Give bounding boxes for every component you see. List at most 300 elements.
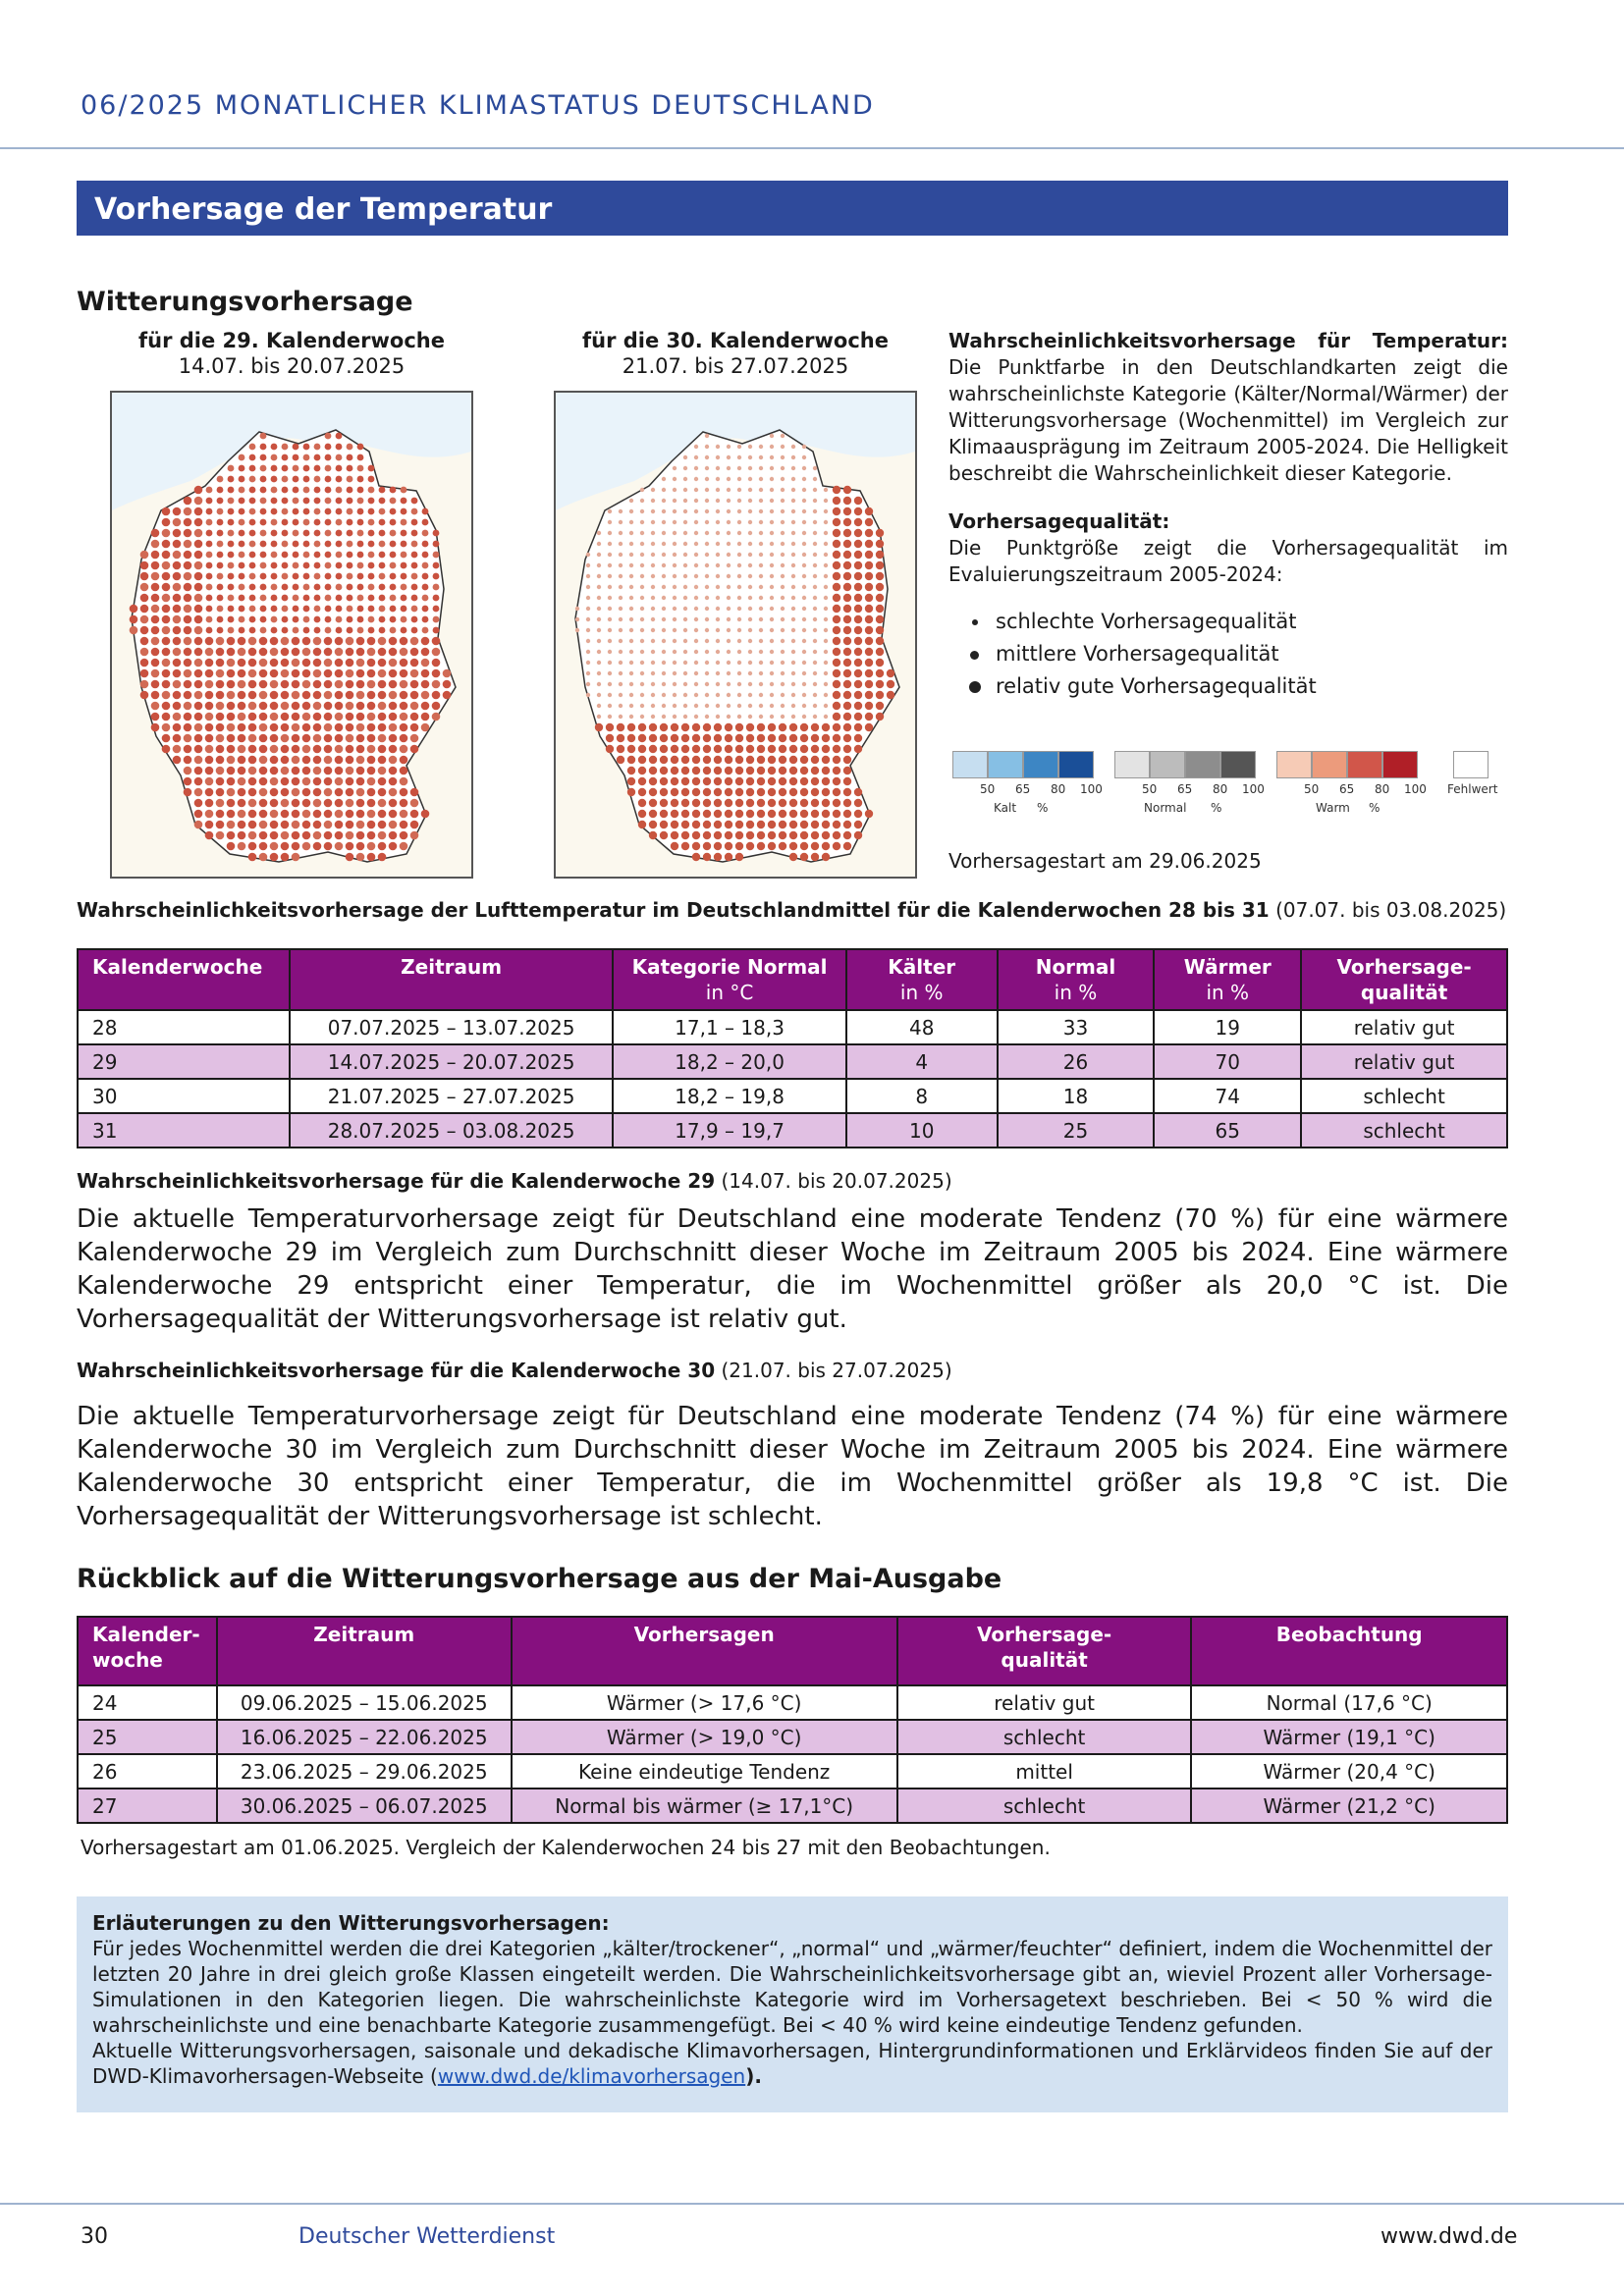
map-dot [400, 767, 408, 775]
map-dot [346, 637, 354, 646]
map-dot [833, 669, 840, 677]
map-dot [759, 596, 763, 600]
map-dot [184, 615, 192, 624]
map-dot [162, 605, 171, 614]
map-dot [367, 777, 376, 786]
map-dot [368, 530, 375, 537]
map-dot [248, 637, 257, 646]
map-dot [248, 745, 257, 754]
map-dot [130, 605, 138, 614]
map-dot [390, 606, 397, 613]
map-dot [770, 607, 774, 611]
map-dot [727, 661, 731, 665]
map-dot [865, 810, 873, 818]
map-dot [714, 756, 722, 764]
map-dot [781, 509, 785, 513]
map-dot [162, 594, 171, 603]
map-dot [314, 573, 321, 580]
map-dot [421, 691, 430, 700]
map-dot [303, 465, 310, 472]
map-dot [694, 531, 698, 535]
map-dot [735, 734, 743, 742]
map-dot [651, 542, 655, 546]
map-dot [737, 499, 741, 503]
map-dot [422, 584, 429, 591]
map-dot [833, 507, 840, 515]
table-row: 24 09.06.2025 – 15.06.2025 Wärmer (> 17,6 °C) relativ gut Normal (17,6 °C) [78, 1685, 1507, 1720]
map-dot [422, 552, 429, 559]
map-dot [336, 573, 343, 580]
col-header: Kategorie Normal in °C [613, 949, 846, 1010]
map-dot [854, 551, 862, 559]
map-dot [759, 531, 763, 535]
map-dot [194, 637, 203, 646]
map-dot [292, 853, 300, 862]
map-dot [389, 767, 398, 775]
map-dot [843, 767, 851, 774]
map-dot [324, 777, 333, 786]
map-dot [238, 745, 246, 754]
map-dot [694, 542, 698, 546]
map-dot [194, 756, 203, 765]
map-dot [824, 682, 828, 686]
map-dot [292, 842, 300, 851]
map-dot [757, 767, 765, 774]
map-dot [325, 573, 332, 580]
map-dot [586, 693, 590, 697]
map-dot [640, 639, 644, 643]
map-dot [843, 713, 851, 721]
map-dot [206, 487, 213, 494]
map-dot [727, 617, 731, 621]
map-dot [854, 594, 862, 602]
map-dot [292, 734, 300, 743]
map-dot [260, 616, 267, 623]
map-dot [683, 466, 687, 470]
map-dot [378, 853, 387, 862]
map-dot [293, 487, 299, 494]
map-dot [813, 661, 817, 665]
map-dot [716, 466, 720, 470]
map-dot [692, 810, 700, 818]
map-dot [876, 529, 884, 537]
map-dot [575, 617, 579, 621]
map-dot [770, 596, 774, 600]
map-dot [791, 477, 795, 481]
map-dot [660, 723, 668, 731]
map-dot [735, 821, 743, 828]
map-dot [259, 734, 268, 743]
map-dot [205, 756, 214, 765]
map-dot [824, 563, 828, 567]
map-dot [433, 595, 440, 602]
map-dot [259, 669, 268, 678]
map-dot [714, 831, 722, 839]
map-dot [843, 486, 851, 494]
map-dot [293, 454, 299, 461]
map-dot [238, 788, 246, 797]
map-dot [151, 561, 160, 570]
map-dot [410, 745, 419, 754]
map-dot [629, 682, 633, 686]
map-dot [854, 529, 862, 537]
map-dot [748, 509, 752, 513]
map-dot [673, 574, 677, 578]
map-dot [173, 529, 182, 538]
map-dot [651, 499, 655, 503]
map-dot [791, 509, 795, 513]
map-dot [314, 519, 321, 526]
map-dot [671, 821, 678, 828]
map-dot [400, 821, 408, 829]
map-dot [683, 704, 687, 708]
map-dot [378, 648, 387, 657]
map-dot [378, 702, 387, 711]
map-dot [770, 553, 774, 557]
map-dot [140, 594, 149, 603]
map-dot [854, 540, 862, 548]
map-dot [162, 659, 171, 667]
map-dot [703, 810, 711, 818]
map-dot [410, 702, 419, 711]
map-dot [400, 723, 408, 732]
map-dot [662, 477, 666, 481]
map-dot [227, 799, 236, 808]
map-dot [789, 853, 797, 861]
map-dot [422, 616, 429, 623]
map-dot [683, 455, 687, 459]
table-row: 29 14.07.2025 – 20.07.2025 18,2 – 20,0 4 26 70 relativ gut [78, 1044, 1507, 1079]
map-dot [617, 745, 624, 753]
map-dot [400, 659, 408, 667]
map-dot [575, 628, 579, 632]
map-dot [260, 627, 267, 634]
map-dot [206, 584, 213, 591]
map-dot [206, 616, 213, 623]
map-dot [843, 702, 851, 710]
map-dot [432, 669, 441, 678]
table-row: 25 16.06.2025 – 22.06.2025 Wärmer (> 19,0 °C) schlecht Wärmer (19,1 °C) [78, 1720, 1507, 1754]
map-dot [184, 648, 192, 657]
map-dot [575, 607, 579, 611]
map-dot [260, 433, 267, 440]
map-dot [876, 594, 884, 602]
explanation-title2: Vorhersagequalität: [948, 509, 1170, 533]
map-dot [727, 628, 731, 632]
map-dot [683, 509, 687, 513]
map-dot [314, 498, 321, 505]
map-dot [270, 788, 279, 797]
map1-dates: 14.07. bis 20.07.2025 [178, 354, 406, 378]
col-header: Vorhersagen [512, 1617, 897, 1685]
map-dot [727, 650, 731, 654]
map-dot [313, 788, 322, 797]
map-dot [662, 650, 666, 654]
info-text1: Für jedes Wochenmittel werden die drei Kategorien „kälter/trockener“, „normal“ und „wärmer/feuchter“ definiert, indem die Wochenmittel der letzten 20 Jahre in drei gleich große Klassen eingeteilt werden. Die Wahrscheinlichkeitsvorhersage gibt an, wieviel Prozent aller Vorhersage-Simulationen in den Kategorien liegen. Die wahrscheinlichste Kategorie wird im Vorhersagetext beschrieben. Bei < 50 % wird die wahrscheinlichste und eine benachbarte Kategorie zusammengefügt. Bei < 40 % wird keine eindeutige Tendenz gefunden. [92, 1937, 1492, 2037]
map-dot [781, 455, 785, 459]
map-dot [597, 704, 601, 708]
map-dot [662, 542, 666, 546]
map-dot [347, 595, 353, 602]
map-dot [608, 693, 612, 697]
map-dot [303, 476, 310, 483]
map-dot [379, 552, 386, 559]
map-dot [378, 777, 387, 786]
legend-swatch [1150, 751, 1185, 778]
map-dot [303, 595, 310, 602]
map-dot [433, 627, 440, 634]
map-dot [194, 594, 203, 603]
map-dot [876, 680, 884, 688]
map-dot [184, 734, 192, 743]
map-dot [843, 648, 851, 656]
map-dot [410, 799, 419, 808]
map-dot [313, 842, 322, 851]
map-dot [703, 745, 711, 753]
map-dot [770, 499, 774, 503]
map-dot [432, 713, 441, 721]
map-dot [789, 745, 797, 753]
map-dot [608, 628, 612, 632]
map-dot [194, 691, 203, 700]
map-dot [313, 659, 322, 667]
map-dot [140, 669, 149, 678]
map-dot [239, 508, 245, 515]
map-dot [586, 628, 590, 632]
map-dot [737, 520, 741, 524]
map-dot [281, 756, 290, 765]
map-dot [802, 650, 806, 654]
map-dot [270, 821, 279, 829]
map-dot [727, 607, 731, 611]
map-dot [292, 669, 300, 678]
map-dot [346, 799, 354, 808]
map-dot [673, 661, 677, 665]
map-dot [356, 799, 365, 808]
map-dot [727, 455, 731, 459]
map-dot [401, 541, 407, 548]
map-dot [357, 444, 364, 451]
map-dot [389, 637, 398, 646]
map-dot [714, 788, 722, 796]
map-dot [727, 488, 731, 492]
map-dot [694, 715, 698, 719]
map-dot [811, 821, 819, 828]
map-dot [368, 498, 375, 505]
map-dot [802, 509, 806, 513]
dwd-link[interactable]: www.dwd.de/klimavorhersagen [437, 2064, 746, 2088]
map-dot [802, 693, 806, 697]
map-dot [781, 693, 785, 697]
map-dot [184, 713, 192, 721]
map-dot [608, 715, 612, 719]
map-dot [833, 691, 840, 699]
map-dot [173, 637, 182, 646]
map-dot [770, 520, 774, 524]
map-dot [683, 477, 687, 481]
map-dot [651, 661, 655, 665]
map-dot [748, 542, 752, 546]
map-dot [748, 639, 752, 643]
legend-swatch [1382, 751, 1418, 778]
map-dot [703, 723, 711, 731]
map-dot [813, 477, 817, 481]
map-dot [173, 605, 182, 614]
map-dot [735, 842, 743, 850]
map-dot [390, 508, 397, 515]
map-dot [194, 507, 203, 516]
map-dot [746, 810, 754, 818]
map-dot [876, 637, 884, 645]
map-dot [239, 530, 245, 537]
map-dot [586, 671, 590, 675]
map-dot [833, 594, 840, 602]
map-dot [714, 723, 722, 731]
map-dot [640, 715, 644, 719]
map-dot [705, 596, 709, 600]
map-dot [649, 788, 657, 796]
map-dot [619, 553, 623, 557]
map-dot [757, 756, 765, 764]
map-dot [282, 616, 289, 623]
map-dot [640, 553, 644, 557]
map-dot [789, 788, 797, 796]
map-dot [703, 842, 711, 850]
map-dot [638, 777, 646, 785]
map-dot [705, 704, 709, 708]
map-dot [228, 476, 235, 483]
map-dot [271, 627, 278, 634]
map-dot [173, 561, 182, 570]
map-dot [389, 702, 398, 711]
map-dot [140, 605, 149, 614]
map-dot [433, 616, 440, 623]
section-title: Vorhersage der Temperatur [77, 181, 1508, 236]
map-dot [716, 607, 720, 611]
map-dot [389, 669, 398, 678]
map-dot [705, 499, 709, 503]
map-dot [217, 606, 224, 613]
map-dot [843, 756, 851, 764]
map-dot [737, 661, 741, 665]
map-dot [411, 552, 418, 559]
map-dot [292, 680, 300, 689]
map-dot [367, 767, 376, 775]
map-dot [282, 530, 289, 537]
map-dot [400, 702, 408, 711]
map-dot [714, 853, 722, 861]
map-dot [662, 520, 666, 524]
map-dot [324, 842, 333, 851]
map-dot [822, 756, 830, 764]
map-dot [662, 693, 666, 697]
map-dot [833, 831, 840, 839]
map-dot [716, 671, 720, 675]
map-dot [401, 584, 407, 591]
map-dot [249, 498, 256, 505]
map-dot [737, 563, 741, 567]
map-dot [671, 831, 678, 839]
map-dot [673, 477, 677, 481]
map-dot [217, 508, 224, 515]
map-dot [694, 455, 698, 459]
map-dot [216, 680, 225, 689]
map-dot [660, 810, 668, 818]
forecast-start: Vorhersagestart am 29.06.2025 [948, 849, 1262, 873]
map-dot [737, 682, 741, 686]
map-dot [800, 799, 808, 807]
map-dot [249, 508, 256, 515]
map-dot [822, 799, 830, 807]
map-dot [865, 583, 873, 591]
map-dot [716, 628, 720, 632]
map-dot [705, 628, 709, 632]
map-dot [248, 669, 257, 678]
map-dot [378, 723, 387, 732]
map-dot [671, 842, 678, 850]
map-dot [400, 648, 408, 657]
germany-outline [132, 430, 456, 862]
map-dot [140, 583, 149, 592]
map-dot [270, 713, 279, 721]
map-dot [640, 574, 644, 578]
map-dot [368, 616, 375, 623]
map-dot [725, 723, 732, 731]
map-dot [216, 767, 225, 775]
map-dot [737, 639, 741, 643]
map-dot [389, 680, 398, 689]
map-dot [347, 498, 353, 505]
map-dot [282, 584, 289, 591]
map-dot [649, 810, 657, 818]
map-dot [802, 574, 806, 578]
map-dot [239, 552, 245, 559]
map-dot [335, 702, 344, 711]
map-dot [768, 777, 776, 785]
map-dot [248, 799, 257, 808]
map-dot [217, 573, 224, 580]
map-dot [768, 799, 776, 807]
map-dot [748, 488, 752, 492]
map-dot [335, 723, 344, 732]
map-dot [401, 562, 407, 569]
map-dot [705, 509, 709, 513]
map-dot [843, 615, 851, 623]
map-dot [854, 572, 862, 580]
map-dot [824, 596, 828, 600]
legend-swatch [1220, 751, 1256, 778]
map-dot [714, 799, 722, 807]
map-dot [640, 542, 644, 546]
map-dot [162, 626, 171, 635]
map-dot [410, 788, 419, 797]
map-dot [282, 498, 289, 505]
map-dot [629, 715, 633, 719]
map-dot [673, 715, 677, 719]
map-dot [378, 767, 387, 775]
map-dot [293, 573, 299, 580]
map-dot [228, 498, 235, 505]
map-dot [854, 648, 862, 656]
map-dot [725, 767, 732, 774]
map-dot [336, 519, 343, 526]
map-dot [714, 810, 722, 818]
map-dot [335, 691, 344, 700]
map-dot [759, 520, 763, 524]
map-dot [162, 648, 171, 657]
footer-url[interactable]: www.dwd.de [1380, 2224, 1518, 2249]
map-dot [716, 596, 720, 600]
